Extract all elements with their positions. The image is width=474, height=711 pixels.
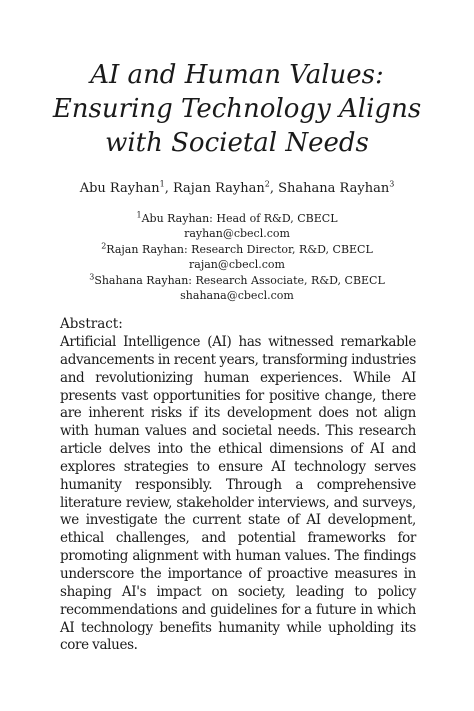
affiliation-text: Abu Rayhan: Head of R&D, CBECL bbox=[141, 212, 338, 225]
affiliation-superscript: 1 bbox=[136, 210, 142, 220]
affiliation-superscript: 3 bbox=[89, 271, 95, 281]
affiliation-email: rajan@cbecl.com bbox=[189, 258, 285, 272]
affiliations bbox=[20, 211, 454, 303]
author-superscript: 2 bbox=[264, 179, 270, 189]
abstract-heading: Abstract: bbox=[60, 316, 123, 332]
author-superscript: 3 bbox=[389, 179, 395, 189]
affiliation-text: Rajan Rayhan: Research Director, R&D, CBECL bbox=[106, 242, 373, 256]
author-name: Shahana Rayhan bbox=[278, 181, 390, 196]
title-line-1: AI and Human Values: bbox=[90, 60, 384, 90]
affiliation-line bbox=[20, 211, 454, 226]
author-name: Rajan Rayhan bbox=[172, 181, 265, 196]
author-list: Abu Rayhan$^1$, Rajan Rayhan$^2$, Shahana Rayhan$^3$ bbox=[79, 179, 395, 196]
affiliation-line bbox=[20, 242, 454, 257]
title-line-3: with Societal Needs bbox=[105, 128, 369, 158]
affiliation-line bbox=[20, 273, 454, 288]
author-name: Abu Rayhan bbox=[79, 181, 160, 196]
affiliation-text: Shahana Rayhan: Research Associate, R&D, CBECL bbox=[94, 273, 385, 287]
abstract-body: Artificial Intelligence (AI) has witnessed remarkable advancements in recent years, transforming industries and revolutionizing human experiences. While AI presents vast opportunities for positive change, there are inherent risks if its development does not align with human values and societal needs. This research article delves into the ethical dimensions of AI and explores strategies to ensure AI technology serves humanity responsibly. Through a comprehensive literature review, stakeholder interviews, and surveys, we investigate the current state of AI development, ethical challenges, and potential frameworks for promoting alignment with human values. The findings underscore the importance of proactive measures in shaping AI's impact on society, leading to policy recommendations and guidelines for a future in which AI technology benefits humanity while upholding its core values. bbox=[60, 334, 416, 654]
title-line-2: Ensuring Technology Aligns bbox=[52, 94, 422, 124]
author-superscript: 1 bbox=[159, 179, 165, 189]
affiliation-superscript: 2 bbox=[101, 241, 107, 251]
paper-title bbox=[20, 58, 454, 160]
affiliation-email: shahana@cbecl.com bbox=[180, 289, 294, 303]
affiliation-email: rayhan@cbecl.com bbox=[184, 227, 290, 241]
